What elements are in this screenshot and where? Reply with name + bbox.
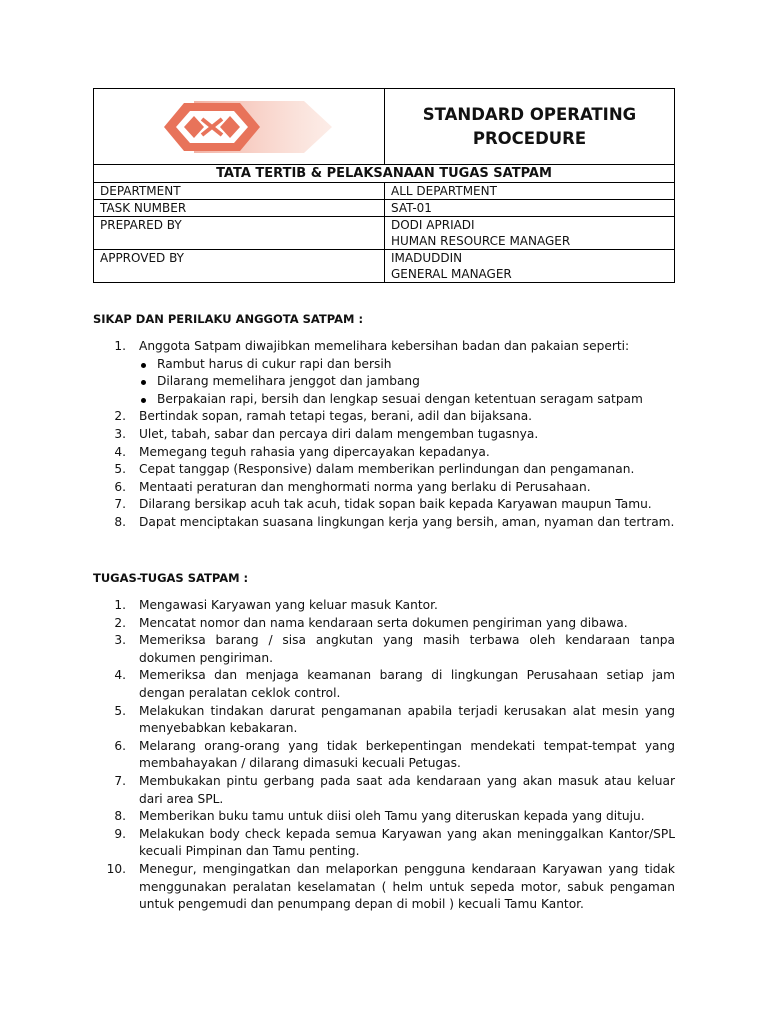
item-text: Dapat menciptakan suasana lingkungan kerja yang bersih, aman, nyaman dan tertram. [139,514,675,529]
item-text: Cepat tanggap (Responsive) dalam memberikan perlindungan dan pengamanan. [139,462,635,477]
bullet-item: Rambut harus di cukur rapi dan bersih [139,356,675,374]
item-number: 1. [114,339,126,353]
prepared-by-position: HUMAN RESOURCE MANAGER [391,234,571,248]
list-item [93,667,675,702]
item-text: Memeriksa barang / sisa angkutan yang masih terbawa oleh kendaraan tanpa dokumen pengiriman. [139,633,675,665]
list-item [93,408,675,426]
row-value: SAT-01 [385,200,675,217]
row-label: TASK NUMBER [94,200,385,217]
item-text: Memeriksa dan menjaga keamanan barang di lingkungan Perusahaan setiap jam dengan peralatan ceklok control. [139,668,675,700]
list-item [93,632,675,667]
item-number: 6. [114,738,126,753]
row-label: DEPARTMENT [94,183,385,200]
table-row [94,217,675,250]
list-item [93,615,675,633]
item-number: 6. [114,479,126,494]
item-number: 2. [114,615,126,630]
table-row [94,250,675,283]
bullet-item: Berpakaian rapi, bersih dan lengkap sesuai dengan ketentuan seragam satpam [139,391,675,409]
document-subtitle: TATA TERTIB & PELAKSANAAN TUGAS SATPAM [94,165,675,183]
item-text: Mengawasi Karyawan yang keluar masuk Kantor. [139,598,438,612]
list-item [93,479,675,497]
row-label: APPROVED BY [94,250,385,283]
list-item [93,826,675,861]
list-item [93,338,675,408]
item-text: Bertindak sopan, ramah tetapi tegas, berani, adil dan bijaksana. [139,409,533,424]
item-text: Melakukan body check kepada semua Karyawan yang akan meninggalkan Kantor/SPL kecuali Pimpinan dan Tamu penting. [139,826,675,859]
item-number: 5. [114,703,126,718]
section-title-sikap: SIKAP DAN PERILAKU ANGGOTA SATPAM : [93,312,364,326]
item-text: Ulet, tabah, sabar dan percaya diri dalam mengemban tugasnya. [139,426,539,441]
list-item [93,444,675,462]
item-number: 3. [114,426,126,441]
title-line-1: STANDARD OPERATING [422,104,637,124]
section-title-tugas: TUGAS-TUGAS SATPAM : [93,571,249,585]
item-number: 3. [114,633,126,648]
item-text: Memegang teguh rahasia yang dipercayakan kepadanya. [139,444,490,459]
item-text: Mentaati peraturan dan menghormati norma yang berlaku di Perusahaan. [139,479,591,494]
row-value [385,217,675,250]
row-value [385,250,675,283]
item-number: 4. [114,668,126,683]
approved-by-position: GENERAL MANAGER [391,267,512,281]
item-text: Dilarang bersikap acuh tak acuh, tidak sopan baik kepada Karyawan maupun Tamu. [139,497,652,512]
item-number: 2. [114,409,126,424]
sop-header-table [93,88,675,283]
item-number: 9. [114,826,126,841]
item-number: 4. [114,444,126,459]
list-item [93,461,675,479]
list-item [93,738,675,773]
item-text: Mencatat nomor dan nama kendaraan serta dokumen pengiriman yang dibawa. [139,615,628,630]
bullet-item: Dilarang memelihara jenggot dan jambang [139,373,675,391]
list-item [93,597,675,615]
table-row [94,200,675,217]
table-row [94,183,675,200]
title-line-2: PROCEDURE [472,128,587,148]
item-number: 1. [114,598,126,612]
row-value: ALL DEPARTMENT [385,183,675,200]
company-logo-icon [154,97,369,157]
item-number: 8. [114,809,126,824]
list-item [93,861,675,914]
item-text: Memberikan buku tamu untuk diisi oleh Tamu yang diteruskan kepada yang dituju. [139,809,645,824]
list-item [93,703,675,738]
list-item [93,808,675,826]
item-number: 5. [114,462,126,477]
prepared-by-name: DODI APRIADI [391,218,475,232]
item-number: 7. [114,773,126,788]
document-title [385,89,675,165]
tugas-list [93,597,675,914]
logo-cell [94,89,385,165]
row-label: PREPARED BY [94,217,385,250]
item-number: 8. [114,514,126,529]
list-item [93,496,675,514]
item-text: Membukakan pintu gerbang pada saat ada kendaraan yang akan masuk atau keluar dari area SPL. [139,773,675,806]
sikap-list [93,338,675,532]
item-text: Menegur, mengingatkan dan melaporkan pengguna kendaraan Karyawan yang tidak menggunakan peralatan keselamatan ( helm untuk sepeda motor, sabuk pengaman untuk pengemudi dan penumpang depan di mobil ) kecuali Tamu Kantor. [139,861,675,912]
approved-by-name: IMADUDDIN [391,251,463,265]
list-item [93,426,675,444]
item-text: Anggota Satpam diwajibkan memelihara kebersihan badan dan pakaian seperti: [139,339,630,353]
item-number: 10. [106,861,126,876]
item-number: 7. [114,497,126,512]
item-text: Melakukan tindakan darurat pengamanan apabila terjadi kerusakan alat mesin yang menyebabkan kebakaran. [139,703,675,736]
list-item [93,514,675,532]
item-text: Melarang orang-orang yang tidak berkepentingan mendekati tempat-tempat yang membahayakan / dilarang dimasuki kecuali Petugas. [139,738,675,771]
list-item [93,773,675,808]
bullet-list [139,356,675,409]
